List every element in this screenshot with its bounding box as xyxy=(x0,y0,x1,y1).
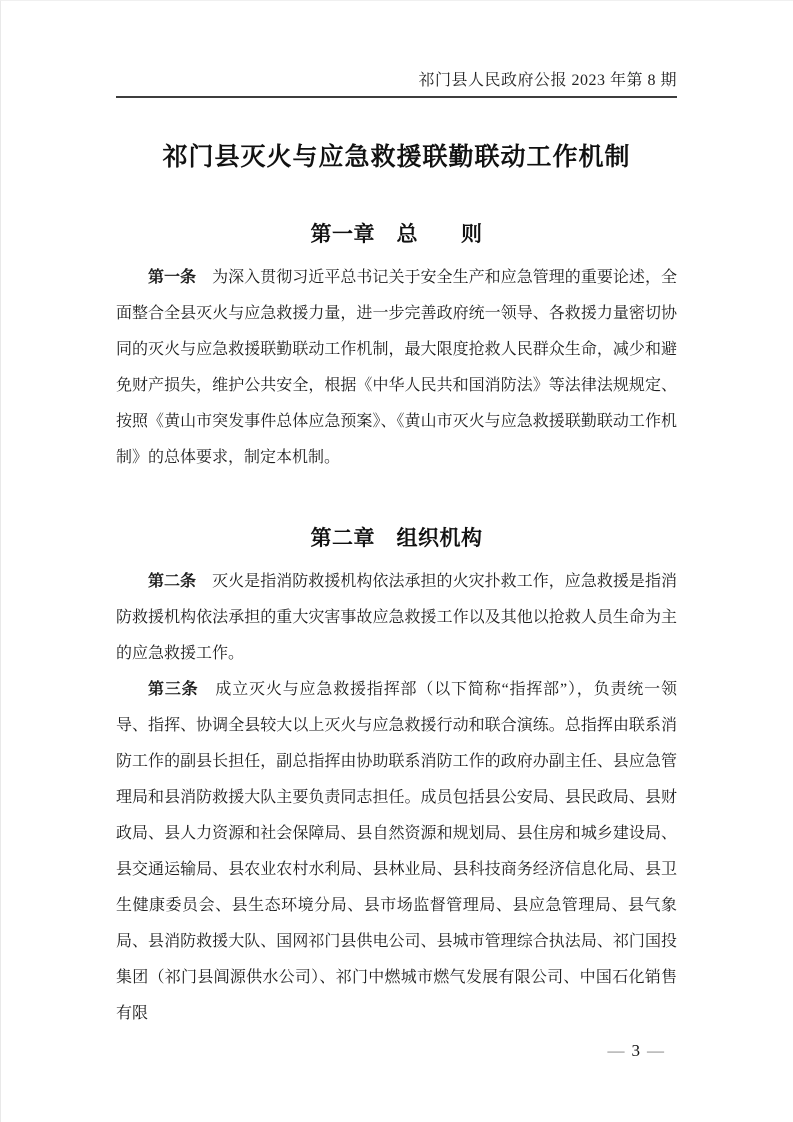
article-3-text: 成立灭火与应急救援指挥部（以下简称“指挥部”），负责统一领导、指挥、协调全县较大以上灭火与应急救援行动和联合演练。总指挥由联系消防工作的副县长担任，副总指挥由协助联系消防工作的政府办副主任、县应急管理局和县消防救援大队主要负责同志担任。成员包括县公安局、县民政局、县财政局、县人力资源和社会保障局、县自然资源和规划局、县住房和城乡建设局、县交通运输局、县农业农村水利局、县林业局、县科技商务经济信息化局、县卫生健康委员会、县生态环境分局、县市场监督管理局、县应急管理局、县气象局、县消防救援大队、国网祁门县供电公司、县城市管理综合执法局、祁门国投集团（祁门县阊源供水公司）、祁门中燃城市燃气发展有限公司、中国石化销售有限 xyxy=(116,681,677,1023)
chapter-2-heading: 第二章 组织机构 xyxy=(310,526,483,550)
article-1-paragraph xyxy=(116,260,677,476)
article-3-paragraph xyxy=(116,672,677,1032)
page-number-value: 3 xyxy=(631,1041,640,1060)
article-1-text: 为深入贯彻习近平总书记关于安全生产和应急管理的重要论述，全面整合全县灭火与应急救援力量，进一步完善政府统一领导、各救援力量密切协同的灭火与应急救援联勤联动工作机制，最大限度抢救人民群众生命，减少和避免财产损失，维护公共安全，根据《中华人民共和国消防法》等法律法规规定、按照《黄山市突发事件总体应急预案》、《黄山市灭火与应急救援联勤联动工作机制》的总体要求，制定本机制。 xyxy=(116,268,677,466)
article-2-paragraph xyxy=(116,564,677,672)
article-2-text: 灭火是指消防救援机构依法承担的火灾扑救工作，应急救援是指消防救援机构依法承担的重大灾害事故应急救援工作以及其他以抢救人员生命为主的应急救援工作。 xyxy=(116,573,677,663)
article-1-label: 第一条 xyxy=(148,268,197,286)
header-rule xyxy=(116,96,677,98)
page-number-left-dash: — xyxy=(607,1041,625,1060)
article-2-label: 第二条 xyxy=(148,573,197,591)
page-content xyxy=(1,1,793,1032)
page-number-right-dash: — xyxy=(647,1041,664,1060)
chapter-1-heading: 第一章 总 则 xyxy=(310,222,483,246)
gazette-header-text: 祁门县人民政府公报 2023 年第 8 期 xyxy=(418,72,677,89)
article-3-label: 第三条 xyxy=(148,681,199,699)
document-title: 祁门县灭火与应急救援联勤联动工作机制 xyxy=(162,143,631,171)
page-number xyxy=(601,1041,672,1061)
